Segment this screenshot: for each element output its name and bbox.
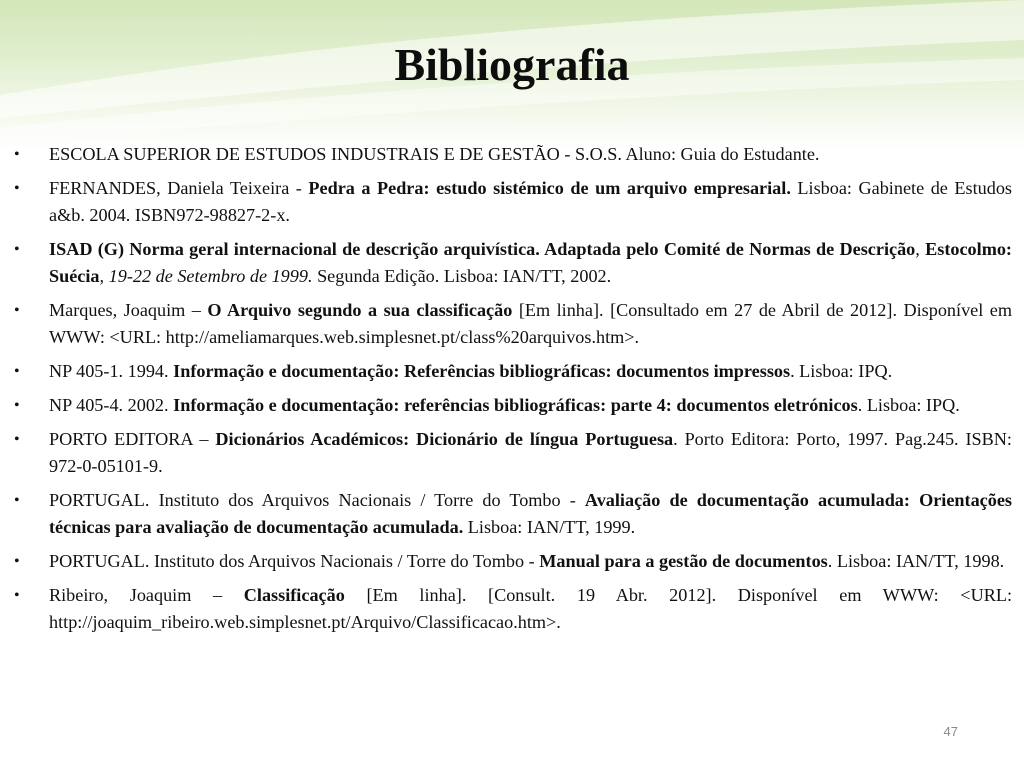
bibliography-entry xyxy=(14,426,1012,480)
slide-title: Bibliografia xyxy=(394,39,630,90)
entry-text-segment: Marques, Joaquim – xyxy=(49,300,208,320)
bibliography-entry xyxy=(14,297,1012,351)
entry-text-segment: PORTO EDITORA – xyxy=(49,429,216,449)
bibliography-entry xyxy=(14,487,1012,541)
bibliography-entry xyxy=(14,175,1012,229)
entry-text-segment: PORTUGAL. Instituto dos Arquivos Nacionais / Torre do Tombo - xyxy=(49,551,540,571)
entry-text-segment: NP 405-4. 2002. xyxy=(49,395,174,415)
entry-text-segment: Lisboa: IAN/TT, 1999. xyxy=(463,517,636,537)
entry-text-segment: Manual para a gestão de documentos xyxy=(539,551,828,571)
bibliography-entry xyxy=(14,358,1012,385)
entry-text-segment: FERNANDES, Daniela Teixeira - xyxy=(49,178,309,198)
entry-text-segment: . Lisboa: IPQ. xyxy=(857,395,960,415)
entry-text-segment: Segunda Edição. Lisboa: IAN/TT, 2002. xyxy=(312,266,612,286)
entry-text-segment: Classificação xyxy=(243,585,345,605)
bibliography-list xyxy=(14,141,1012,643)
bullet-icon: • xyxy=(14,180,20,197)
bibliography-entry xyxy=(14,582,1012,636)
entry-text-segment: ESCOLA SUPERIOR DE ESTUDOS INDUSTRAIS E DE GESTÃO - S.O.S. Aluno: Guia do Estudante. xyxy=(49,144,820,164)
entry-text-segment: . Porto Editora: Porto, 1997. Pag.245. ISBN: 972-0-05101-9. xyxy=(49,429,1012,476)
entry-text-segment: , xyxy=(915,239,926,259)
entry-text-segment: PORTUGAL. Instituto dos Arquivos Nacionais / Torre do Tombo - xyxy=(49,490,585,510)
page-number: 47 xyxy=(943,724,958,739)
entry-text-segment: Estocolmo: Suécia xyxy=(49,239,1012,286)
bullet-icon: • xyxy=(14,302,20,319)
bibliography-entry xyxy=(14,141,1012,168)
entry-text-segment: . Lisboa: IPQ. xyxy=(790,361,893,381)
bullet-icon: • xyxy=(14,492,20,509)
entry-text-segment: ISAD (G) Norma geral internacional de descrição arquivística. Adaptada pelo Comité de Normas de Descrição xyxy=(49,239,916,259)
entry-text-segment: Lisboa: Gabinete de Estudos a&b. 2004. ISBN972-98827-2-x. xyxy=(49,178,1012,225)
entry-text-segment: Avaliação de documentação acumulada: Orientações técnicas para avaliação de documentação acumulada. xyxy=(49,490,1012,537)
entry-text-segment: Ribeiro, Joaquim – xyxy=(49,585,244,605)
bullet-icon: • xyxy=(14,587,20,604)
bullet-icon: • xyxy=(14,431,20,448)
entry-text-segment: [Em linha]. [Consultado em 27 de Abril de 2012]. Disponível em WWW: <URL: http://ameliamarques.web.simplesnet.pt/class%20arquivos.htm>. xyxy=(49,300,1012,347)
entry-text-segment: NP 405-1. 1994. xyxy=(49,361,174,381)
entry-text-segment: . Lisboa: IAN/TT, 1998. xyxy=(827,551,1005,571)
bibliography-entry xyxy=(14,392,1012,419)
entry-text-segment: O Arquivo segundo a sua classificação xyxy=(207,300,513,320)
entry-text-segment: [Em linha]. [Consult. 19 Abr. 2012]. Disponível em WWW: <URL: http://joaquim_ribeiro.web.simplesnet.pt/Arquivo/Classificacao.htm>. xyxy=(49,585,1012,632)
entry-text-segment: , 19-22 de Setembro de 1999. xyxy=(99,266,313,286)
entry-text-segment: Informação e documentação: Referências bibliográficas: documentos impressos xyxy=(173,361,791,381)
bullet-icon: • xyxy=(14,397,20,414)
bibliography-entry xyxy=(14,236,1012,290)
bullet-icon: • xyxy=(14,363,20,380)
entry-text-segment: Dicionários Académicos: Dicionário de língua Portuguesa xyxy=(215,429,674,449)
bibliography-entry xyxy=(14,548,1012,575)
bullet-icon: • xyxy=(14,241,20,258)
entry-text-segment: Informação e documentação: referências bibliográficas: parte 4: documentos eletrónicos xyxy=(173,395,858,415)
bullet-icon: • xyxy=(14,146,20,163)
bullet-icon: • xyxy=(14,553,20,570)
entry-text-segment: Pedra a Pedra: estudo sistémico de um arquivo empresarial. xyxy=(308,178,791,198)
